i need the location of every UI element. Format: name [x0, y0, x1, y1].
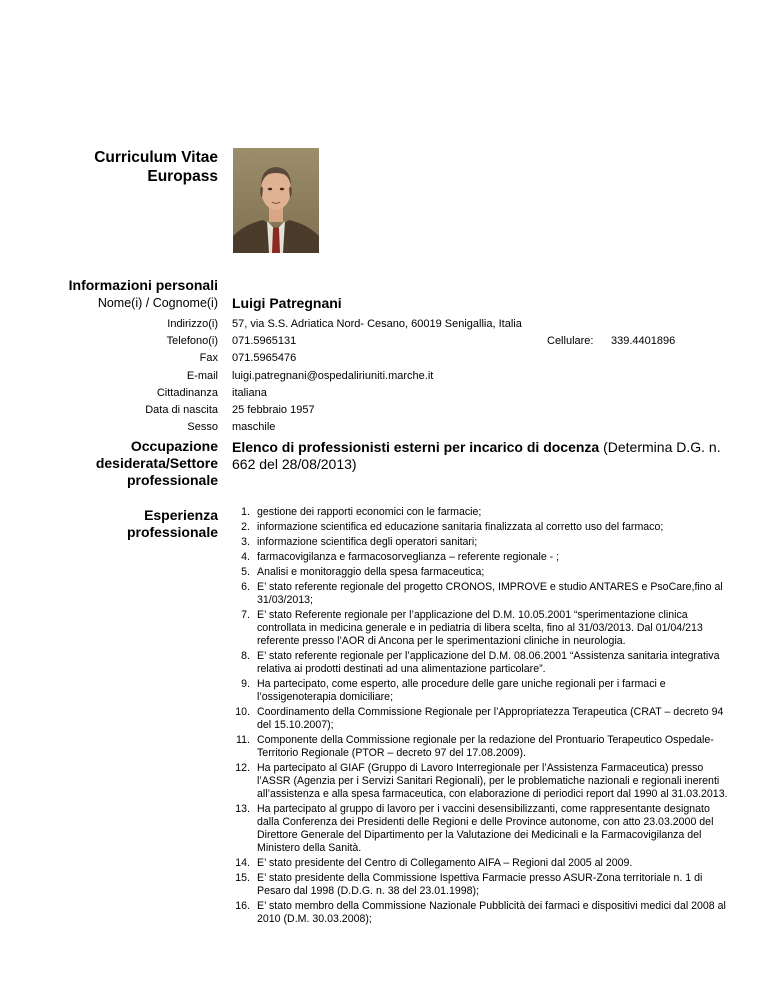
- list-item-number: 10.: [235, 706, 250, 718]
- citizenship-value: italiana: [232, 387, 267, 399]
- list-item-number: 3.: [241, 536, 250, 548]
- occupation-text-rest: (Determina D.G. n. 662 del 28/08/2013): [232, 439, 721, 472]
- list-item-text: Ha partecipato, come esperto, alle procedure delle gare uniche regionali per i farmaci e l’ossigenoterapia domiciliare;: [257, 678, 666, 703]
- sex-value: maschile: [232, 421, 276, 433]
- cv-title-line2: Europass: [147, 168, 218, 185]
- occupation-heading-line2: desiderata/Settore: [95, 455, 218, 471]
- list-item-text: gestione dei rapporti economici con le farmacie;: [257, 506, 482, 518]
- list-item-text: E’ stato membro della Commissione Nazionale Pubblicità dei farmaci e dispositivi medici dal 2008 al 2010 (D.M. 30.03.2008);: [257, 900, 726, 925]
- occupation-text-bold: Elenco di professionisti esterni per incarico di docenza: [232, 439, 600, 455]
- list-item-text: Coordinamento della Commissione Regionale per l’Appropriatezza Terapeutica (CRAT – decreto 94 del 15.10.2007);: [257, 706, 724, 731]
- name-value: Luigi Patregnani: [232, 295, 342, 311]
- mobile-label: Cellulare:: [547, 335, 594, 347]
- list-item-text: Ha partecipato al GIAF (Gruppo di Lavoro Interregionale per l’Assistenza Farmaceutica) presso l’ASSR (Agenzia per i Servizi Sanitari Regionali), per le problematiche nazionali e regionali inerenti all’assistenza e alla spesa farmaceutica, con elaborazione di periodici report dal 1990 al 31.03.2013.: [257, 762, 728, 800]
- list-item-text: Componente della Commissione regionale per la redazione del Prontuario Terapeutico Ospedale-Territorio Regionale (PTOR – decreto 97 del 17.08.2009).: [257, 734, 714, 759]
- profile-photo: [233, 148, 319, 253]
- profile-photo-image: [233, 148, 319, 253]
- personal-info-heading: Informazioni personali: [68, 277, 218, 293]
- occupation-heading: [40, 438, 218, 489]
- sex-label: Sesso: [187, 421, 218, 433]
- list-item: [232, 857, 732, 870]
- list-item: [232, 506, 732, 519]
- birth-date-label: Data di nascita: [145, 404, 218, 416]
- occupation-heading-line3: professionale: [126, 472, 218, 488]
- experience-list: [232, 506, 732, 928]
- list-item-number: 4.: [241, 551, 250, 563]
- experience-heading-line1: Esperienza: [144, 507, 218, 523]
- fax-label: Fax: [199, 352, 218, 364]
- list-item-text: Ha partecipato al gruppo di lavoro per i vaccini desensibilizzanti, come rappresentante designato dalla Conferenza dei Presidenti delle Regioni e delle Province autonome, con atto 23.03.2000 del Direttore Generale del Dipartimento per la Valutazione dei Medicinali e la Farmacovigilanza del Ministero della Sanità.: [257, 803, 714, 854]
- list-item-text: E’ stato referente regionale del progetto CRONOS, IMPROVE e studio ANTARES e PsoCare,fino al 31/03/2013;: [257, 581, 723, 606]
- list-item-number: 16.: [235, 900, 250, 912]
- cv-title: [60, 148, 218, 186]
- list-item-number: 8.: [241, 650, 250, 662]
- list-item-number: 12.: [235, 762, 250, 774]
- list-item-number: 2.: [241, 521, 250, 533]
- list-item: [232, 566, 732, 579]
- list-item-number: 5.: [241, 566, 250, 578]
- list-item-text: informazione scientifica ed educazione sanitaria finalizzata al corretto uso del farmaco;: [257, 521, 664, 533]
- fax-value: 071.5965476: [232, 352, 297, 364]
- birth-date-value: 25 febbraio 1957: [232, 404, 315, 416]
- occupation-text: [232, 439, 732, 473]
- phone-label: Telefono(i): [166, 335, 218, 347]
- list-item: [232, 872, 732, 898]
- list-item-text: Analisi e monitoraggio della spesa farmaceutica;: [257, 566, 485, 578]
- list-item-number: 1.: [241, 506, 250, 518]
- list-item: [232, 581, 732, 607]
- list-item-number: 15.: [235, 872, 250, 884]
- list-item: [232, 609, 732, 648]
- list-item-text: farmacovigilanza e farmacosorveglianza – referente regionale - ;: [257, 551, 560, 563]
- email-label: E-mail: [186, 370, 218, 382]
- list-item: [232, 762, 732, 801]
- list-item: [232, 900, 732, 926]
- list-item-number: 9.: [241, 678, 250, 690]
- list-item: [232, 803, 732, 855]
- occupation-heading-line1: Occupazione: [130, 438, 218, 454]
- list-item: [232, 706, 732, 732]
- address-label: Indirizzo(i): [167, 318, 218, 330]
- address-value: 57, via S.S. Adriatica Nord- Cesano, 60019 Senigallia, Italia: [232, 318, 522, 330]
- list-item: [232, 536, 732, 549]
- list-item-text: E’ stato Referente regionale per l’applicazione del D.M. 10.05.2001 “sperimentazione clinica controllata in medicina generale e in pediatria di libera scelta, fino al 31/03/2013. Dal 01/04/213 referente presso l’AOR di Ancona per le sperimentazioni cliniche in neurologia.: [257, 609, 703, 647]
- list-item-number: 7.: [241, 609, 250, 621]
- list-item-number: 6.: [241, 581, 250, 593]
- phone-value: 071.5965131: [232, 335, 297, 347]
- list-item: [232, 551, 732, 564]
- list-item-number: 11.: [236, 734, 250, 746]
- mobile-value: 339.4401896: [611, 335, 676, 347]
- cv-title-line1: Curriculum Vitae: [94, 149, 218, 166]
- list-item: [232, 650, 732, 676]
- list-item: [232, 521, 732, 534]
- experience-heading: [40, 507, 218, 541]
- list-item: [232, 734, 732, 760]
- email-value: luigi.patregnani@ospedaliriuniti.marche.it: [232, 370, 434, 382]
- experience-heading-line2: professionale: [126, 524, 218, 540]
- name-label: Nome(i) / Cognome(i): [97, 296, 218, 310]
- list-item-text: E’ stato referente regionale per l’applicazione del D.M. 08.06.2001 “Assistenza sanitaria integrativa relativa ai prodotti destinati ad una alimentazione particolare”.: [257, 650, 720, 675]
- list-item-text: E’ stato presidente del Centro di Collegamento AIFA – Regioni dal 2005 al 2009.: [257, 857, 633, 869]
- list-item: [232, 678, 732, 704]
- list-item-text: E’ stato presidente della Commissione Ispettiva Farmacie presso ASUR-Zona territoriale n. 1 di Pesaro dal 1998 (D.D.G. n. 38 del 23.01.1998);: [257, 872, 703, 897]
- list-item-number: 14.: [235, 857, 250, 869]
- list-item-number: 13.: [235, 803, 250, 815]
- citizenship-label: Cittadinanza: [156, 387, 218, 399]
- list-item-text: informazione scientifica degli operatori sanitari;: [257, 536, 478, 548]
